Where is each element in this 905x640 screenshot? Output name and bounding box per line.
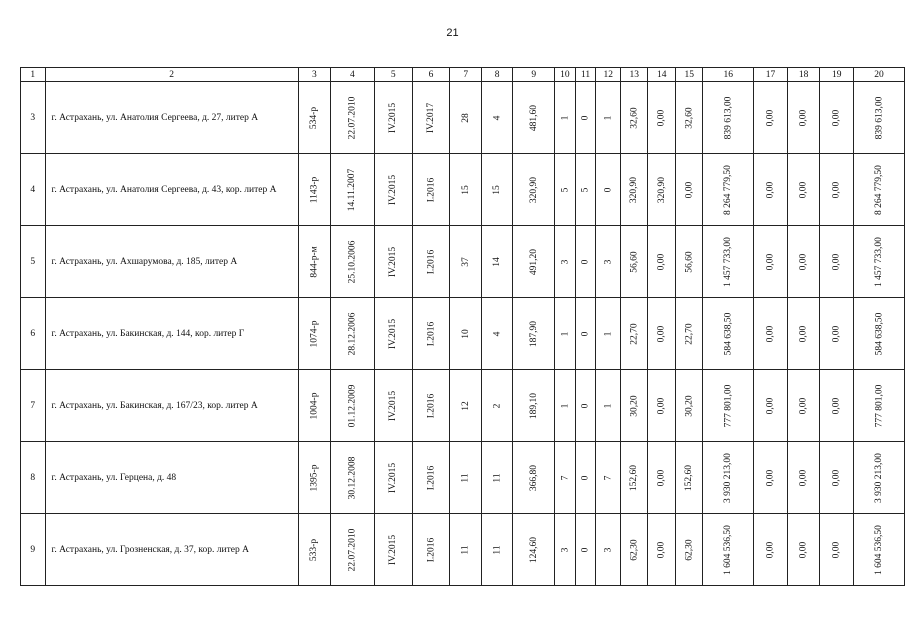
table-cell (481, 298, 512, 370)
cell-value: 0,00 (765, 397, 776, 414)
cell-value: 3 (559, 547, 570, 552)
table-cell (703, 226, 754, 298)
table-cell (648, 442, 676, 514)
cell-value: 3 930 213,00 (874, 452, 884, 503)
cell-value: 0,00 (831, 541, 842, 558)
cell-value: 28.12.2006 (347, 312, 358, 355)
cell-value: 839 613,00 (723, 96, 734, 139)
table-cell (555, 370, 576, 442)
table-cell (298, 370, 330, 442)
cell-value: 01.12.2009 (347, 384, 358, 427)
table-cell (450, 154, 481, 226)
table-cell (481, 154, 512, 226)
table-row (21, 298, 905, 370)
cell-value: 5 (559, 187, 570, 192)
table-header-row (21, 68, 905, 82)
cell-value: 0,00 (656, 541, 667, 558)
cell-value: 0,00 (656, 469, 667, 486)
cell-value: 777 801,00 (723, 384, 734, 427)
cell-value: 0,00 (798, 325, 809, 342)
column-header: 12 (596, 68, 621, 82)
table-cell (703, 370, 754, 442)
table-cell (331, 370, 375, 442)
table-cell (854, 226, 905, 298)
table-cell (648, 370, 676, 442)
cell-value: 22,70 (684, 322, 695, 345)
cell-value: 0,00 (831, 397, 842, 414)
column-header: 1 (21, 68, 46, 82)
cell-value: I.2016 (426, 177, 437, 202)
table-cell (754, 298, 788, 370)
cell-value: IV.2015 (388, 102, 399, 133)
cell-value: 7 (603, 475, 614, 480)
cell-value: 30,20 (684, 394, 695, 417)
table-cell (703, 82, 754, 154)
table-row (21, 226, 905, 298)
table-cell (621, 370, 648, 442)
table-cell (298, 226, 330, 298)
cell-value: 0 (580, 259, 591, 264)
cell-value: 22.07.2010 (347, 96, 358, 139)
cell-value: 533-р (309, 538, 320, 561)
cell-value: 0,00 (831, 253, 842, 270)
cell-value: 0,00 (684, 181, 695, 198)
table-cell (412, 298, 450, 370)
cell-value: 11 (460, 544, 471, 555)
table-cell (621, 298, 648, 370)
cell-value: 11 (492, 544, 503, 555)
cell-value: 0,00 (656, 325, 667, 342)
table-cell (787, 514, 820, 586)
row-number: 3 (21, 82, 46, 154)
table-cell (331, 442, 375, 514)
cell-value: 56,60 (684, 250, 695, 273)
table-cell (596, 370, 621, 442)
table-cell (575, 298, 596, 370)
cell-value: I.2016 (426, 321, 437, 346)
table-cell (648, 514, 676, 586)
cell-value: 534-р (309, 106, 320, 129)
cell-value: 5 (580, 187, 591, 192)
cell-value: 0,00 (765, 469, 776, 486)
table-cell (676, 82, 703, 154)
table-cell (820, 154, 854, 226)
table-cell (648, 226, 676, 298)
table-cell (575, 154, 596, 226)
table-cell (703, 298, 754, 370)
table-cell (596, 154, 621, 226)
cell-value: 0,00 (765, 325, 776, 342)
table-cell (555, 298, 576, 370)
table-cell (621, 514, 648, 586)
cell-value: 11 (460, 472, 471, 483)
cell-value: 15 (492, 184, 503, 195)
column-header: 6 (412, 68, 450, 82)
table-cell (596, 514, 621, 586)
table-cell (621, 226, 648, 298)
table-cell (820, 298, 854, 370)
cell-value: 4 (492, 115, 503, 120)
cell-value: 2 (492, 403, 503, 408)
cell-value: 0,00 (831, 181, 842, 198)
cell-value: IV.2015 (388, 390, 399, 421)
cell-value: 1 604 536,50 (723, 524, 734, 575)
column-header: 9 (513, 68, 555, 82)
table-row (21, 514, 905, 586)
table-cell (298, 298, 330, 370)
cell-value: 0,00 (765, 253, 776, 270)
table-cell (331, 226, 375, 298)
cell-value: 1 (559, 403, 570, 408)
table-cell (820, 370, 854, 442)
cell-value: 12 (460, 400, 471, 411)
cell-value: IV.2015 (388, 534, 399, 565)
row-number: 6 (21, 298, 46, 370)
cell-value: 320,90 (629, 176, 640, 203)
cell-value: IV.2015 (388, 174, 399, 205)
cell-value: 1 (559, 331, 570, 336)
column-header: 18 (787, 68, 820, 82)
table-cell (374, 514, 412, 586)
row-number: 5 (21, 226, 46, 298)
cell-value: 14.11.2007 (347, 168, 358, 211)
cell-value: 22.07.2010 (347, 528, 358, 571)
table-cell (787, 226, 820, 298)
cell-value: 1 457 733,00 (723, 236, 734, 287)
table-cell (412, 514, 450, 586)
table-cell (676, 514, 703, 586)
table-cell (513, 298, 555, 370)
table-cell (575, 514, 596, 586)
table-cell (555, 442, 576, 514)
cell-value: IV.2015 (388, 318, 399, 349)
cell-value: 30,20 (629, 394, 640, 417)
table-cell (513, 370, 555, 442)
cell-value: 32,60 (684, 106, 695, 129)
cell-value: 11 (492, 472, 503, 483)
cell-value: 124,60 (528, 536, 539, 563)
table-cell (555, 154, 576, 226)
table-cell (703, 442, 754, 514)
page-number: 21 (446, 27, 459, 39)
table-cell (481, 370, 512, 442)
table-cell (854, 514, 905, 586)
cell-value: I.2016 (426, 249, 437, 274)
table-cell (787, 82, 820, 154)
housing-table (20, 67, 905, 586)
table-cell (450, 82, 481, 154)
column-header: 20 (854, 68, 905, 82)
cell-value: 3 (559, 259, 570, 264)
cell-value: 1 (603, 331, 614, 336)
table-cell (513, 226, 555, 298)
table-cell (481, 226, 512, 298)
cell-value: 0 (580, 403, 591, 408)
cell-value: 8 264 779,50 (723, 164, 734, 215)
table-cell (412, 82, 450, 154)
table-cell (754, 154, 788, 226)
table-cell (374, 370, 412, 442)
table-cell (596, 442, 621, 514)
table-cell (621, 154, 648, 226)
table-cell (298, 82, 330, 154)
cell-value: 10 (460, 328, 471, 339)
table-row (21, 154, 905, 226)
address-cell: г. Астрахань, ул. Ахшарумова, д. 185, литер А (45, 226, 298, 298)
cell-value: 0 (603, 187, 614, 192)
cell-value: 15 (460, 184, 471, 195)
cell-value: 0,00 (798, 469, 809, 486)
table-cell (331, 154, 375, 226)
table-cell (450, 442, 481, 514)
table-cell (648, 298, 676, 370)
column-header: 14 (648, 68, 676, 82)
column-header: 7 (450, 68, 481, 82)
address-cell: г. Астрахань, ул. Анатолия Сергеева, д. 27, литер А (45, 82, 298, 154)
cell-value: I.2016 (426, 393, 437, 418)
table-cell (820, 226, 854, 298)
cell-value: 1 604 536,50 (874, 524, 884, 575)
row-number: 4 (21, 154, 46, 226)
column-header: 15 (676, 68, 703, 82)
table-cell (298, 442, 330, 514)
cell-value: 14 (492, 256, 503, 267)
cell-value: 0,00 (831, 469, 842, 486)
cell-value: 62,30 (684, 538, 695, 561)
cell-value: 0,00 (765, 181, 776, 198)
table-cell (374, 82, 412, 154)
cell-value: 0,00 (656, 109, 667, 126)
column-header: 17 (754, 68, 788, 82)
cell-value: 56,60 (629, 250, 640, 273)
cell-value: 22,70 (629, 322, 640, 345)
table-cell (820, 442, 854, 514)
row-number: 7 (21, 370, 46, 442)
table-cell (676, 226, 703, 298)
column-header: 10 (555, 68, 576, 82)
table-cell (676, 154, 703, 226)
address-cell: г. Астрахань, ул. Герцена, д. 48 (45, 442, 298, 514)
table-cell (820, 82, 854, 154)
cell-value: 152,60 (629, 464, 640, 491)
table-cell (513, 82, 555, 154)
table-cell (787, 370, 820, 442)
address-cell: г. Астрахань, ул. Анатолия Сергеева, д. 43, кор. литер А (45, 154, 298, 226)
column-header: 16 (703, 68, 754, 82)
table-cell (854, 442, 905, 514)
cell-value: 187,90 (528, 320, 539, 347)
table-cell (298, 154, 330, 226)
cell-value: 1395-р (309, 464, 320, 491)
table-cell (787, 154, 820, 226)
cell-value: 62,30 (629, 538, 640, 561)
address-cell: г. Астрахань, ул. Бакинская, д. 144, кор. литер Г (45, 298, 298, 370)
table-cell (575, 442, 596, 514)
table-cell (754, 226, 788, 298)
cell-value: 320,90 (528, 176, 539, 203)
table-cell (648, 154, 676, 226)
table-cell (648, 82, 676, 154)
column-header: 11 (575, 68, 596, 82)
table-cell (331, 514, 375, 586)
table-cell (555, 226, 576, 298)
table-cell (412, 370, 450, 442)
cell-value: 481,60 (528, 104, 539, 131)
table-cell (854, 82, 905, 154)
cell-value: 0,00 (798, 397, 809, 414)
table-cell (555, 514, 576, 586)
table-cell (787, 442, 820, 514)
cell-value: 189,10 (528, 392, 539, 419)
table-cell (854, 298, 905, 370)
table-cell (596, 298, 621, 370)
cell-value: 839 613,00 (874, 96, 884, 139)
table-cell (513, 514, 555, 586)
table-cell (331, 298, 375, 370)
cell-value: 0,00 (798, 541, 809, 558)
cell-value: 1 457 733,00 (874, 236, 884, 287)
table-cell (412, 226, 450, 298)
cell-value: 320,90 (656, 176, 667, 203)
cell-value: IV.2015 (388, 462, 399, 493)
column-header: 8 (481, 68, 512, 82)
row-number: 9 (21, 514, 46, 586)
column-header: 5 (374, 68, 412, 82)
column-header: 13 (621, 68, 648, 82)
table-cell (412, 442, 450, 514)
table-cell (754, 370, 788, 442)
table-cell (481, 442, 512, 514)
table-cell (854, 154, 905, 226)
table-cell (676, 298, 703, 370)
column-header: 2 (45, 68, 298, 82)
cell-value: 32,60 (629, 106, 640, 129)
cell-value: 1 (603, 403, 614, 408)
cell-value: 3 (603, 259, 614, 264)
cell-value: IV.2015 (388, 246, 399, 277)
cell-value: 37 (460, 256, 471, 267)
table-cell (787, 298, 820, 370)
cell-value: 0,00 (765, 541, 776, 558)
table-cell (703, 154, 754, 226)
cell-value: 0,00 (798, 253, 809, 270)
address-cell: г. Астрахань, ул. Бакинская, д. 167/23, кор. литер А (45, 370, 298, 442)
cell-value: 0,00 (798, 181, 809, 198)
table-cell (450, 370, 481, 442)
cell-value: 584 638,50 (723, 312, 734, 355)
cell-value: 30.12.2008 (347, 456, 358, 499)
table-cell (450, 226, 481, 298)
cell-value: 0,00 (765, 109, 776, 126)
table-cell (703, 514, 754, 586)
table-cell (331, 82, 375, 154)
table-cell (754, 514, 788, 586)
cell-value: 0 (580, 547, 591, 552)
table-cell (374, 442, 412, 514)
cell-value: 0,00 (831, 109, 842, 126)
cell-value: 0,00 (831, 325, 842, 342)
column-header: 3 (298, 68, 330, 82)
table-cell (854, 370, 905, 442)
table-cell (575, 82, 596, 154)
cell-value: I.2016 (426, 465, 437, 490)
column-header: 19 (820, 68, 854, 82)
cell-value: 1 (559, 115, 570, 120)
cell-value: 25.10.2006 (347, 240, 358, 283)
cell-value: 0 (580, 115, 591, 120)
cell-value: 8 264 779,50 (874, 164, 884, 215)
table-cell (575, 370, 596, 442)
address-cell: г. Астрахань, ул. Грозненская, д. 37, кор. литер А (45, 514, 298, 586)
cell-value: 7 (559, 475, 570, 480)
table-cell (596, 82, 621, 154)
cell-value: 0,00 (798, 109, 809, 126)
table-row (21, 442, 905, 514)
column-header: 4 (331, 68, 375, 82)
table-cell (596, 226, 621, 298)
cell-value: 0,00 (656, 253, 667, 270)
cell-value: 0 (580, 475, 591, 480)
table-row (21, 370, 905, 442)
table-cell (575, 226, 596, 298)
table-cell (621, 442, 648, 514)
cell-value: 28 (460, 112, 471, 123)
cell-value: 777 801,00 (874, 384, 884, 427)
cell-value: 0,00 (656, 397, 667, 414)
table-cell (450, 514, 481, 586)
cell-value: 1074-р (309, 320, 320, 347)
cell-value: 0 (580, 331, 591, 336)
table-cell (374, 226, 412, 298)
cell-value: 844-р-м (309, 245, 320, 278)
table-cell (676, 442, 703, 514)
cell-value: 1 (603, 115, 614, 120)
table-cell (621, 82, 648, 154)
cell-value: 366,80 (528, 464, 539, 491)
cell-value: 3 (603, 547, 614, 552)
table-cell (450, 298, 481, 370)
table-cell (754, 82, 788, 154)
table-cell (374, 298, 412, 370)
cell-value: 491,20 (528, 248, 539, 275)
table-cell (374, 154, 412, 226)
table-cell (676, 370, 703, 442)
row-number: 8 (21, 442, 46, 514)
table-cell (412, 154, 450, 226)
table-row (21, 82, 905, 154)
cell-value: 584 638,50 (874, 312, 884, 355)
table-cell (555, 82, 576, 154)
cell-value: 4 (492, 331, 503, 336)
cell-value: 152,60 (684, 464, 695, 491)
cell-value: I.2016 (426, 537, 437, 562)
cell-value: 1143-р (309, 176, 320, 203)
table-cell (754, 442, 788, 514)
cell-value: 3 930 213,00 (723, 452, 734, 503)
table-cell (513, 154, 555, 226)
cell-value: 1004-р (309, 392, 320, 419)
table-cell (481, 82, 512, 154)
table-cell (820, 514, 854, 586)
table-cell (513, 442, 555, 514)
table-cell (481, 514, 512, 586)
table-cell (298, 514, 330, 586)
cell-value: IV.2017 (426, 102, 437, 133)
